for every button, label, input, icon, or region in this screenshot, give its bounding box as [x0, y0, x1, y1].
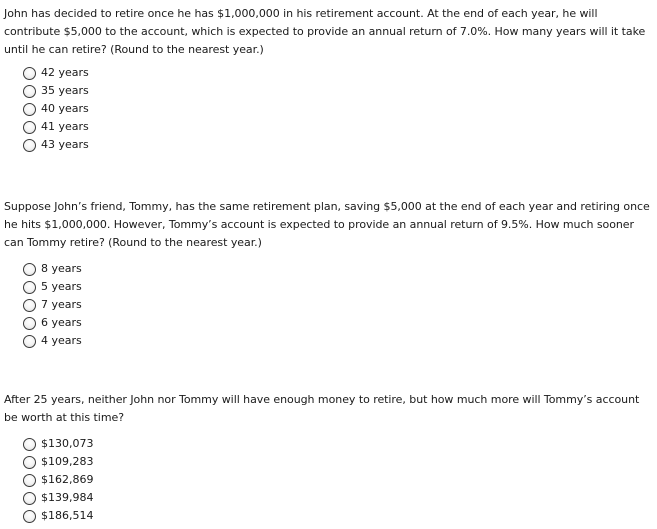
option-label: 35 years: [41, 84, 89, 97]
radio-button[interactable]: [23, 510, 36, 523]
question-1-option-3[interactable]: [23, 100, 652, 118]
radio-button[interactable]: [23, 85, 36, 98]
option-label: $162,869: [41, 473, 94, 486]
option-label: 4 years: [41, 334, 82, 347]
question-3-option-5[interactable]: [23, 507, 652, 525]
question-1: [4, 5, 652, 154]
question-2: [4, 198, 652, 350]
option-label: 5 years: [41, 280, 82, 293]
radio-button[interactable]: [23, 335, 36, 348]
question-2-options: [4, 260, 652, 350]
question-2-option-4[interactable]: [23, 314, 652, 332]
radio-button[interactable]: [23, 103, 36, 116]
question-3-options: [4, 435, 652, 525]
radio-button[interactable]: [23, 438, 36, 451]
radio-button[interactable]: [23, 299, 36, 312]
question-3-option-4[interactable]: [23, 489, 652, 507]
question-3-option-3[interactable]: [23, 471, 652, 489]
question-3-option-1[interactable]: [23, 435, 652, 453]
question-1-prompt: John has decided to retire once he has $1,000,000 in his retirement account. At the end of each year, he will contribute $5,000 to the account, which is expected to provide an annual return of 7.0%. How many years will it take until he can retire? (Round to the nearest year.): [4, 7, 646, 56]
question-2-option-3[interactable]: [23, 296, 652, 314]
option-label: 41 years: [41, 120, 89, 133]
question-3: [4, 391, 652, 525]
option-label: $186,514: [41, 509, 94, 522]
option-label: 7 years: [41, 298, 82, 311]
question-3-option-2[interactable]: [23, 453, 652, 471]
option-label: $139,984: [41, 491, 94, 504]
option-label: 43 years: [41, 138, 89, 151]
option-label: 40 years: [41, 102, 89, 115]
radio-button[interactable]: [23, 121, 36, 134]
radio-button[interactable]: [23, 281, 36, 294]
radio-button[interactable]: [23, 263, 36, 276]
question-2-option-5[interactable]: [23, 332, 652, 350]
radio-button[interactable]: [23, 317, 36, 330]
question-2-option-1[interactable]: [23, 260, 652, 278]
radio-button[interactable]: [23, 474, 36, 487]
question-1-option-4[interactable]: [23, 118, 652, 136]
radio-button[interactable]: [23, 456, 36, 469]
option-label: $109,283: [41, 455, 94, 468]
question-2-prompt: Suppose John’s friend, Tommy, has the same retirement plan, saving $5,000 at the end of each year and retiring once he hits $1,000,000. However, Tommy’s account is expected to provide an annual return of 9.5%. How much sooner can Tommy retire? (Round to the nearest year.): [4, 200, 650, 249]
question-1-option-2[interactable]: [23, 82, 652, 100]
question-1-option-5[interactable]: [23, 136, 652, 154]
question-1-options: [4, 64, 652, 154]
radio-button[interactable]: [23, 67, 36, 80]
option-label: 42 years: [41, 66, 89, 79]
question-1-option-1[interactable]: [23, 64, 652, 82]
option-label: 8 years: [41, 262, 82, 275]
radio-button[interactable]: [23, 139, 36, 152]
option-label: $130,073: [41, 437, 94, 450]
question-2-option-2[interactable]: [23, 278, 652, 296]
option-label: 6 years: [41, 316, 82, 329]
question-3-prompt: After 25 years, neither John nor Tommy will have enough money to retire, but how much more will Tommy’s account be worth at this time?: [4, 393, 640, 424]
radio-button[interactable]: [23, 492, 36, 505]
